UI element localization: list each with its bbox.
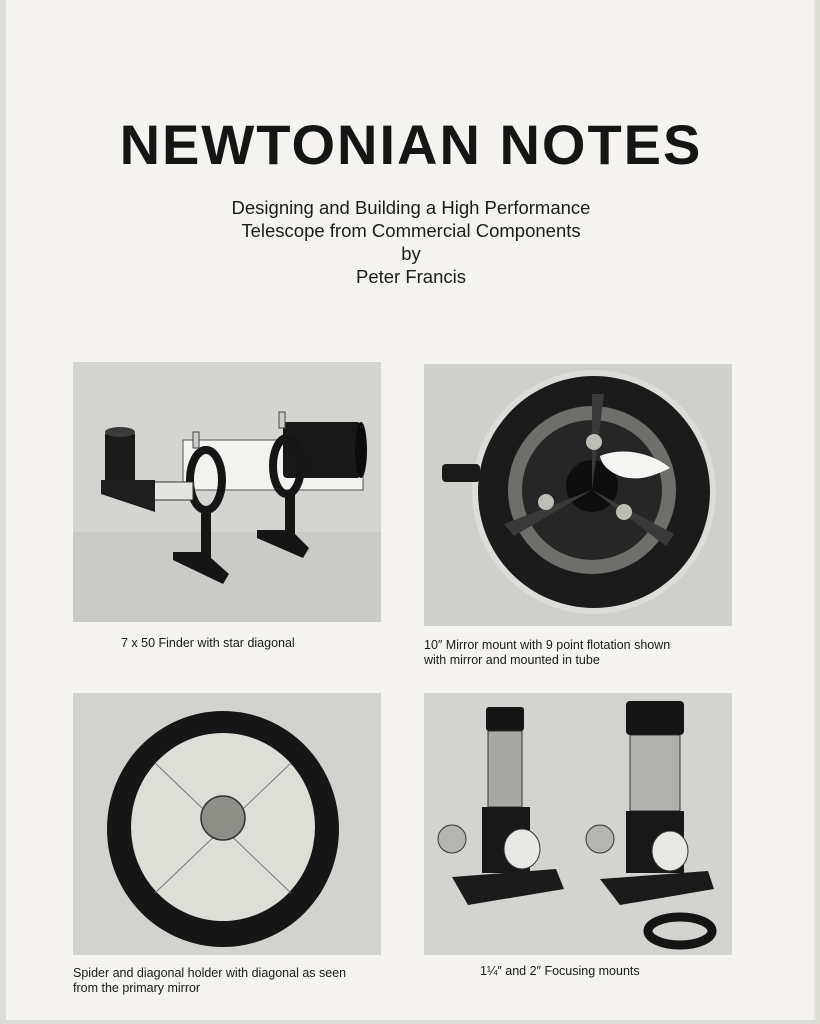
focusers-illustration xyxy=(424,693,732,955)
mirror-mount-illustration xyxy=(424,364,732,626)
spider-illustration xyxy=(73,693,381,955)
document-subtitle xyxy=(6,196,816,288)
document-page xyxy=(6,0,816,1020)
focusers-photo xyxy=(424,693,732,955)
subtitle-line-2: Telescope from Commercial Components xyxy=(241,220,581,241)
subtitle-line-1: Designing and Building a High Performance xyxy=(231,197,591,218)
finder-illustration xyxy=(73,362,381,622)
subtitle-line-3: by xyxy=(401,243,421,264)
finder-caption xyxy=(121,636,295,651)
document-title: NEWTONIAN NOTES xyxy=(119,113,703,176)
spider-caption-line-2: from the primary mirror xyxy=(73,981,201,995)
spider-caption xyxy=(73,966,346,996)
focusers-caption-line-1: 1¼″ and 2″ Focusing mounts xyxy=(480,964,640,978)
spider-caption-line-1: Spider and diagonal holder with diagonal as seen xyxy=(73,966,347,980)
focusers-caption xyxy=(480,964,640,979)
finder-photo xyxy=(73,362,381,622)
subtitle-line-4: Peter Francis xyxy=(355,266,466,287)
mirror-mount-photo xyxy=(424,364,732,626)
finder-caption-line-1: 7 x 50 Finder with star diagonal xyxy=(121,636,295,650)
mirror-mount-caption xyxy=(424,638,670,668)
mirror-mount-caption-line-1: 10″ Mirror mount with 9 point flotation shown xyxy=(424,638,671,652)
mirror-mount-caption-line-2: with mirror and mounted in tube xyxy=(424,653,600,667)
spider-photo xyxy=(73,693,381,955)
